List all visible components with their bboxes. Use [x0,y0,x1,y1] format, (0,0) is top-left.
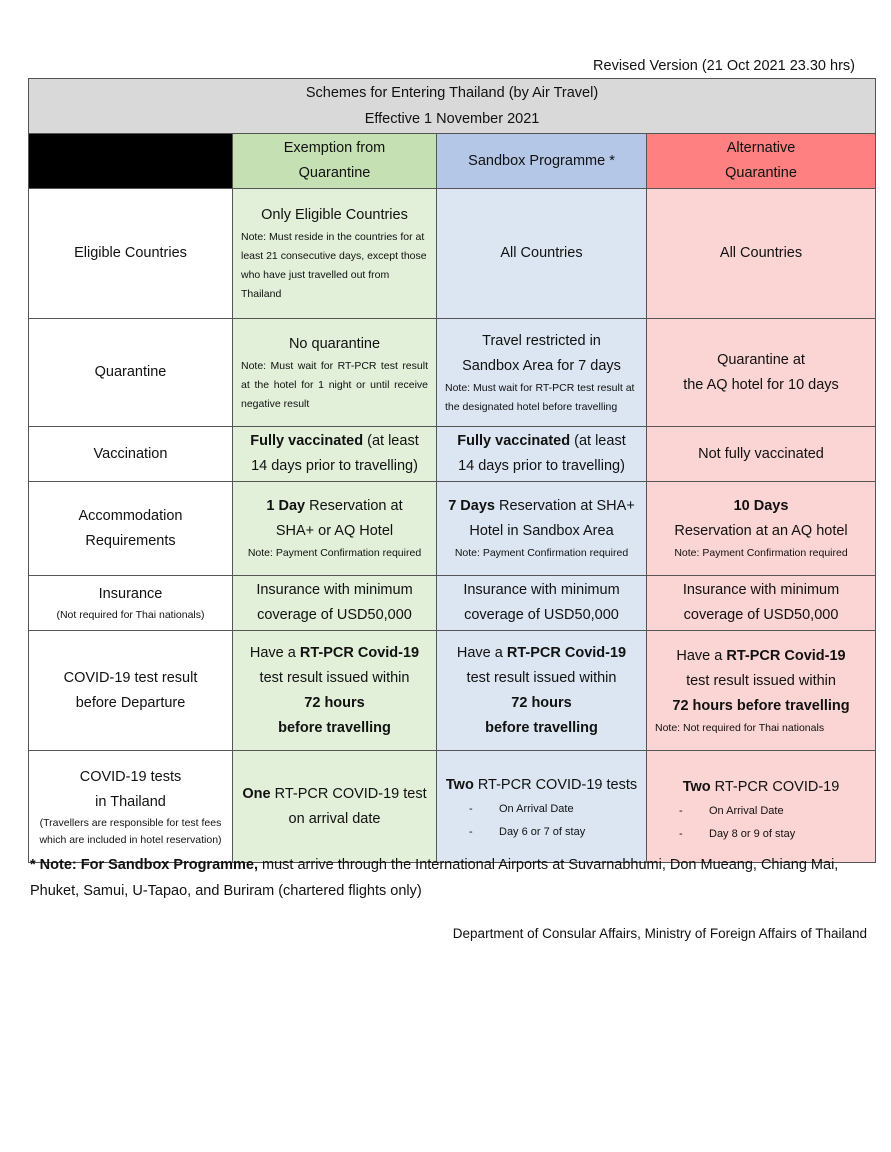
table-row [29,319,876,427]
cell-tests-thailand-sandbox [437,751,647,863]
tt-sandbox-bullet2: - Day 6 or 7 of stay [441,821,642,844]
tb-exemption-bold: RT-PCR Covid-19 [299,644,420,661]
table-row [29,427,876,482]
header-sandbox: Sandbox Programme * [437,134,647,189]
schemes-table [28,78,876,863]
ins-exemption-line2: coverage of USD50,000 [257,607,412,623]
cell-vaccination-sandbox [437,427,647,482]
cell-insurance-sandbox [437,576,647,631]
tt-alt-bold: Two [682,779,711,795]
title-line-1: Schemes for Entering Thailand (by Air Travel) [305,85,599,101]
ins-sandbox-line2: coverage of USD50,000 [464,607,619,623]
tt-alt-rest: RT-PCR COVID-19 [710,779,840,795]
ins-alt-line2: coverage of USD50,000 [683,607,839,623]
cell-accommodation-alt [647,482,876,576]
quarantine-sandbox-note: Note: Must wait for RT-PCR test result at the designated hotel before travelling [445,381,635,413]
tb-alt-line3: 72 hours before travelling [672,697,850,714]
acc-alt-bold: 10 Days [733,498,789,514]
tb-alt-pre: Have a [676,647,727,664]
test-before-label-line1: COVID-19 test result [63,669,198,686]
header-exemption-line1: Exemption from [283,140,386,156]
vacc-sandbox-rest2: 14 days prior to travelling) [458,458,625,474]
tt-exemption-rest1: RT-PCR COVID-19 test [270,785,427,802]
row-label-accommodation [29,482,233,576]
tb-sandbox-line3: 72 hours [511,694,572,711]
vacc-sandbox-rest1: (at least [570,433,626,449]
acc-exemption-rest2: SHA+ or AQ Hotel [275,523,394,539]
header-exemption [233,134,437,189]
footnote-head: * Note: For Sandbox Programme, [30,857,259,873]
header-alternative [647,134,876,189]
tests-thailand-label-line2: in Thailand [95,793,166,810]
vacc-exemption-rest2: 14 days prior to travelling) [251,458,418,474]
cell-vaccination-exemption [233,427,437,482]
cell-test-before-sandbox [437,631,647,751]
tb-alt-note: Note: Not required for Thai nationals [655,721,825,734]
acc-exemption-rest1: Reservation at [305,498,403,514]
table-row [29,576,876,631]
table-row [29,482,876,576]
tb-sandbox-line2: test result issued within [466,669,617,686]
acc-exemption-note: Note: Payment Confirmation required [247,547,422,559]
ins-alt-line1: Insurance with minimum [682,582,840,598]
accommodation-label-line1: Accommodation [78,507,183,524]
cell-quarantine-alt [647,319,876,427]
insurance-label: Insurance [98,586,163,602]
table-title [29,79,876,134]
quarantine-alt-line1: Quarantine at [717,351,805,368]
tt-alt-bullet2: - Day 8 or 9 of stay [651,823,871,846]
cell-tests-thailand-alt [647,751,876,863]
header-exemption-line2: Quarantine [298,165,371,181]
quarantine-sandbox-line2: Sandbox Area for 7 days [462,357,621,374]
quarantine-alt-line2: the AQ hotel for 10 days [683,376,839,393]
tests-thailand-label-line1: COVID-19 tests [79,768,182,785]
table-row [29,189,876,319]
acc-alt-note: Note: Payment Confirmation required [674,547,848,559]
vacc-sandbox-bold: Fully vaccinated [457,433,571,449]
tb-alt-bold: RT-PCR Covid-19 [726,647,846,664]
quarantine-exemption-main: No quarantine [288,335,381,352]
row-label-quarantine: Quarantine [29,319,233,427]
tb-exemption-pre: Have a [249,644,300,661]
table-row [29,751,876,863]
title-line-2: Effective 1 November 2021 [364,111,540,127]
department-credit: Department of Consular Affairs, Ministry of Foreign Affairs of Thailand [452,926,867,941]
tt-sandbox-bullet1: - On Arrival Date [441,798,642,821]
ins-sandbox-line1: Insurance with minimum [463,582,620,598]
tb-alt-line2: test result issued within [686,672,836,689]
quarantine-sandbox-line1: Travel restricted in [482,332,601,349]
header-blank-cell [29,134,233,189]
tt-exemption-bold: One [242,785,271,802]
cell-eligible-sandbox: All Countries [437,189,647,319]
cell-quarantine-sandbox [437,319,647,427]
insurance-label-note: (Not required for Thai nationals) [56,609,205,621]
acc-sandbox-note: Note: Payment Confirmation required [454,547,629,559]
cell-insurance-alt [647,576,876,631]
tt-sandbox-rest: RT-PCR COVID-19 tests [473,777,638,793]
row-label-vaccination: Vaccination [29,427,233,482]
cell-insurance-exemption [233,576,437,631]
cell-quarantine-exemption [233,319,437,427]
tb-sandbox-pre: Have a [456,644,507,661]
tb-exemption-line2: test result issued within [259,669,410,686]
sandbox-footnote [30,852,860,904]
row-label-test-before [29,631,233,751]
tt-alt-bullet1: - On Arrival Date [651,800,871,823]
cell-eligible-exemption [233,189,437,319]
tb-sandbox-bold: RT-PCR Covid-19 [506,644,627,661]
cell-test-before-alt [647,631,876,751]
cell-test-before-exemption [233,631,437,751]
row-label-eligible: Eligible Countries [29,189,233,319]
eligible-exemption-main: Only Eligible Countries [261,207,408,223]
tt-exemption-rest2: on arrival date [288,810,381,827]
cell-accommodation-exemption [233,482,437,576]
tt-sandbox-bold: Two [445,777,474,793]
acc-exemption-bold: 1 Day [266,498,306,514]
quarantine-exemption-note: Note: Must wait for RT-PCR test result at the hotel for 1 night or until receive negative result [241,359,428,410]
cell-tests-thailand-exemption [233,751,437,863]
test-before-label-line2: before Departure [75,694,186,711]
table-row [29,631,876,751]
footnote-body: must arrive through the International Airports at Suvarnabhumi, Don Mueang, Chiang Mai, Phuket, Samui, U-Tapao, and Buriram (chartered flights only) [30,857,839,899]
cell-accommodation-sandbox [437,482,647,576]
row-label-insurance [29,576,233,631]
eligible-exemption-note: Note: Must reside in the countries for at least 21 consecutive days, except those who have just travelled out from Thailand [241,231,427,300]
tb-sandbox-line4: before travelling [485,719,598,736]
row-label-tests-thailand [29,751,233,863]
vacc-exemption-rest1: (at least [363,433,419,449]
cell-eligible-alt: All Countries [647,189,876,319]
acc-sandbox-rest1: Reservation at SHA+ [494,498,635,514]
header-alt-line1: Alternative [726,140,796,156]
acc-sandbox-rest2: Hotel in Sandbox Area [469,523,614,539]
acc-alt-rest: Reservation at an AQ hotel [674,523,848,539]
header-alt-line2: Quarantine [725,165,797,181]
accommodation-label-line2: Requirements [85,532,176,549]
tb-exemption-line4: before travelling [278,719,391,736]
revised-version: Revised Version (21 Oct 2021 23.30 hrs) [593,58,855,74]
ins-exemption-line1: Insurance with minimum [256,582,413,598]
tests-thailand-label-note: (Travellers are responsible for test fees which are included in hotel reservation) [39,816,222,846]
acc-sandbox-bold: 7 Days [448,498,495,514]
cell-vaccination-alt: Not fully vaccinated [647,427,876,482]
tb-exemption-line3: 72 hours [304,694,365,711]
vacc-exemption-bold: Fully vaccinated [250,433,364,449]
